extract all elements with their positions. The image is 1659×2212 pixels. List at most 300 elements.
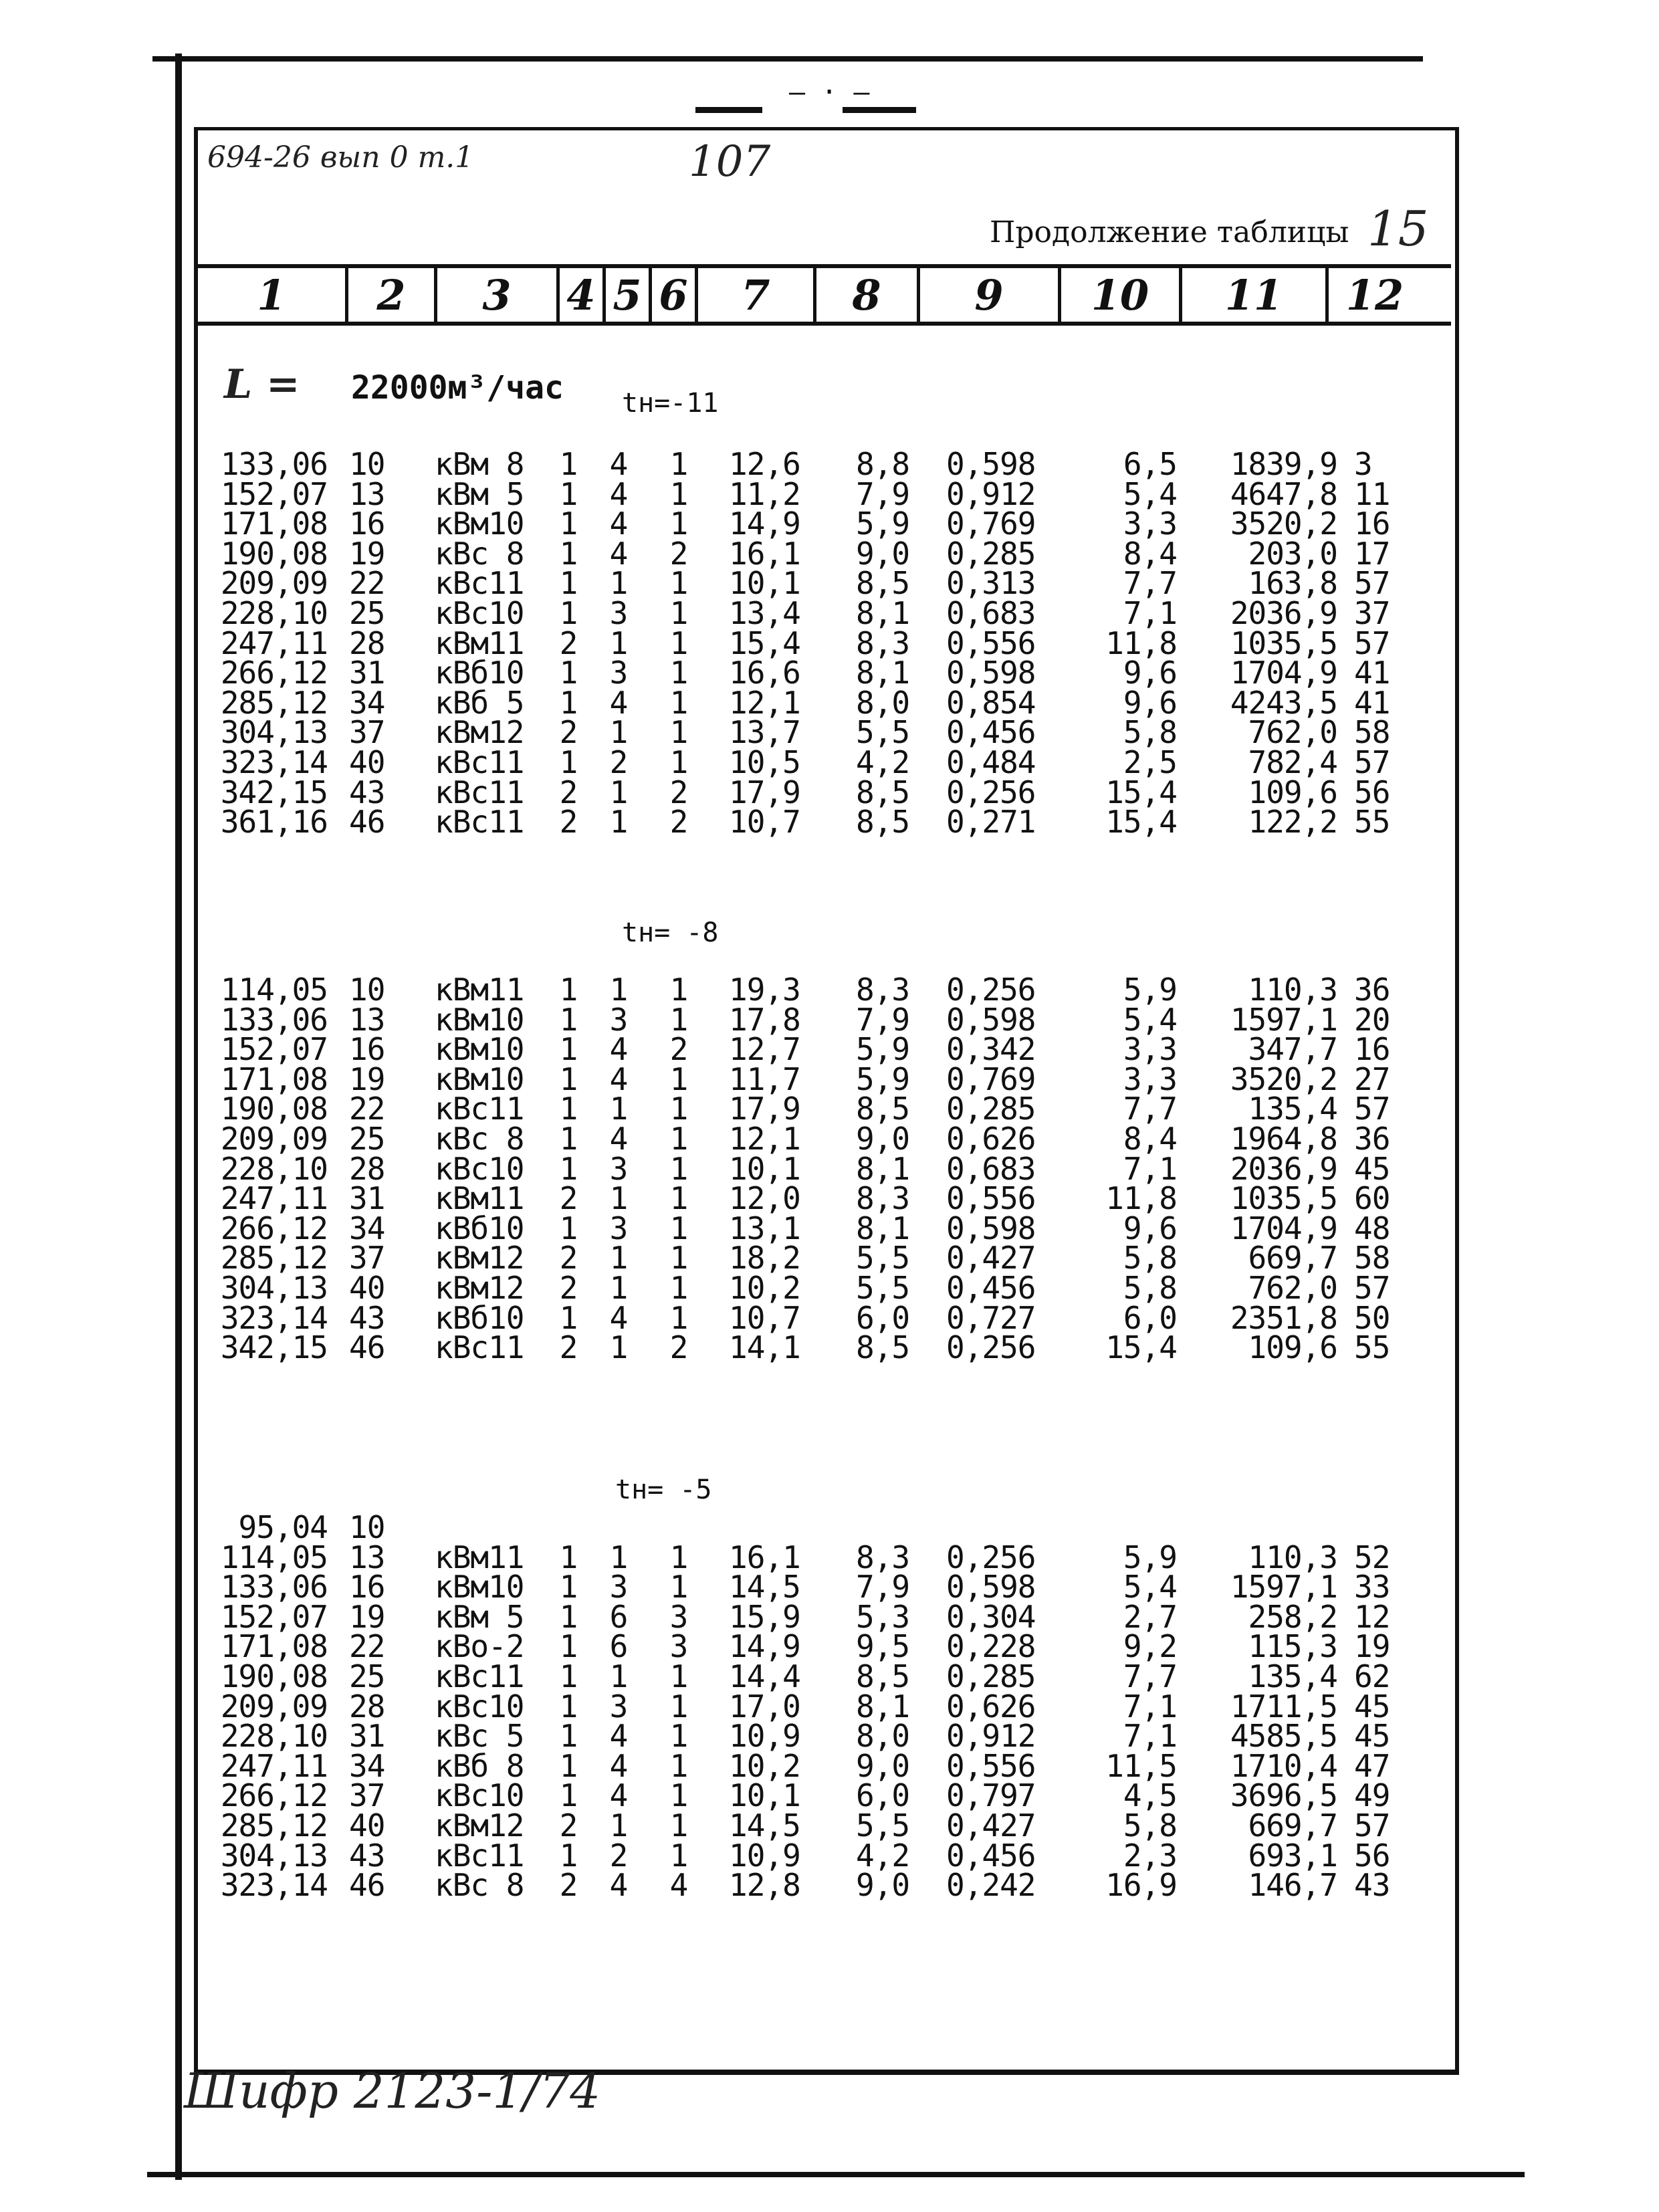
table-cell-col-12: 57 — [1354, 565, 1390, 602]
table-cell-col-1: 171,08 — [220, 1061, 328, 1097]
column-header-6: 6 — [652, 268, 698, 322]
table-cell-col-11: 3520,2 — [1230, 1061, 1337, 1097]
table-cell-col-11: 762,0 — [1248, 714, 1337, 751]
table-cell-col-4: 1 — [559, 475, 578, 512]
table-cell-col-12: 3 — [1354, 446, 1372, 482]
column-header-11: 11 — [1182, 268, 1329, 322]
table-cell-col-4: 2 — [559, 1180, 578, 1217]
table-row — [0, 1150, 1659, 1187]
table-cell-col-11: 203,0 — [1248, 535, 1337, 572]
table-cell-col-3: кВб 8 — [435, 1747, 524, 1784]
table-cell-col-6: 1 — [669, 595, 688, 631]
table-cell-col-12: 56 — [1354, 774, 1390, 810]
table-cell-col-5: 4 — [609, 1061, 628, 1097]
table-cell-col-6: 2 — [669, 774, 688, 810]
table-cell-col-3: кВс11 — [435, 1329, 524, 1366]
table-cell-col-11: 3520,2 — [1230, 506, 1337, 542]
table-cell-col-3: кВс 8 — [435, 535, 524, 572]
table-cell-col-3: кВс10 — [435, 595, 524, 631]
table-cell-col-5: 4 — [609, 1777, 628, 1814]
table-cell-col-5: 4 — [609, 506, 628, 542]
table-cell-col-10: 6,5 — [1123, 446, 1177, 482]
table-cell-col-11: 669,7 — [1248, 1240, 1337, 1277]
table-cell-col-12: 48 — [1354, 1210, 1390, 1246]
table-cell-col-4: 1 — [559, 1747, 578, 1784]
table-cell-col-7: 15,4 — [729, 625, 800, 661]
table-cell-col-11: 110,3 — [1248, 972, 1337, 1008]
table-cell-col-5: 4 — [609, 1299, 628, 1336]
table-row — [0, 684, 1659, 721]
table-cell-col-10: 15,4 — [1105, 804, 1177, 841]
table-cell-col-4: 1 — [559, 684, 578, 721]
table-cell-col-7: 17,9 — [729, 1091, 800, 1127]
table-cell-col-7: 13,4 — [729, 595, 800, 631]
table-cell-col-2: 31 — [349, 1180, 385, 1217]
table-cell-col-12: 37 — [1354, 595, 1390, 631]
table-row — [0, 1329, 1659, 1366]
table-cell-col-7: 10,9 — [729, 1837, 800, 1874]
table-cell-col-1: 228,10 — [220, 595, 328, 631]
table-cell-col-3: кВб10 — [435, 1299, 524, 1336]
table-cell-col-3: кВм11 — [435, 1180, 524, 1217]
table-cell-col-2: 28 — [349, 1150, 385, 1187]
table-cell-col-5: 1 — [609, 1807, 628, 1844]
table-cell-col-2: 19 — [349, 1598, 385, 1635]
table-cell-col-4: 1 — [559, 565, 578, 602]
table-cell-col-4: 1 — [559, 446, 578, 482]
table-cell-col-3: кВб10 — [435, 655, 524, 691]
table-cell-col-6: 3 — [669, 1598, 688, 1635]
table-cell-col-11: 693,1 — [1248, 1837, 1337, 1874]
flow-label: L = — [224, 361, 300, 408]
table-cell-col-3: кВс11 — [435, 1091, 524, 1127]
table-cell-col-4: 1 — [559, 1031, 578, 1068]
table-cell-col-10: 2,5 — [1123, 744, 1177, 780]
table-cell-col-10: 5,8 — [1123, 1807, 1177, 1844]
table-row — [0, 774, 1659, 810]
table-cell-col-11: 1035,5 — [1230, 625, 1337, 661]
table-cell-col-4: 2 — [559, 1867, 578, 1904]
table-cell-col-10: 8,4 — [1123, 1121, 1177, 1157]
table-cell-col-1: 266,12 — [220, 655, 328, 691]
table-cell-col-2: 22 — [349, 1091, 385, 1127]
table-cell-col-5: 1 — [609, 1329, 628, 1366]
table-cell-col-10: 15,4 — [1105, 774, 1177, 810]
table-cell-col-5: 2 — [609, 744, 628, 780]
table-cell-col-5: 1 — [609, 1091, 628, 1127]
table-cell-col-8: 8,3 — [856, 1539, 910, 1575]
table-cell-col-11: 109,6 — [1248, 774, 1337, 810]
table-cell-col-8: 8,0 — [856, 684, 910, 721]
table-cell-col-8: 6,0 — [856, 1777, 910, 1814]
table-cell-col-3: кВм12 — [435, 714, 524, 751]
table-cell-col-12: 57 — [1354, 1807, 1390, 1844]
table-cell-col-8: 9,5 — [856, 1628, 910, 1665]
table-cell-col-9: 0,313 — [946, 565, 1036, 602]
table-cell-col-10: 7,7 — [1123, 565, 1177, 602]
table-cell-col-2: 43 — [349, 1837, 385, 1874]
column-header-9: 9 — [920, 268, 1061, 322]
table-cell-col-12: 12 — [1354, 1598, 1390, 1635]
table-cell-col-1: 95,04 — [238, 1509, 328, 1545]
table-cell-col-12: 36 — [1354, 972, 1390, 1008]
table-cell-col-6: 1 — [669, 1270, 688, 1306]
table-cell-col-4: 1 — [559, 1121, 578, 1157]
table-row — [0, 1509, 1659, 1545]
table-cell-col-5: 1 — [609, 1180, 628, 1217]
table-cell-col-6: 2 — [669, 535, 688, 572]
table-cell-col-2: 10 — [349, 972, 385, 1008]
column-header-8: 8 — [816, 268, 920, 322]
table-cell-col-7: 17,0 — [729, 1688, 800, 1725]
table-cell-col-9: 0,242 — [946, 1867, 1036, 1904]
table-cell-col-8: 9,0 — [856, 1867, 910, 1904]
table-cell-col-1: 323,14 — [220, 1299, 328, 1336]
table-cell-col-7: 17,9 — [729, 774, 800, 810]
table-cell-col-1: 266,12 — [220, 1210, 328, 1246]
table-cell-col-2: 25 — [349, 1658, 385, 1694]
table-cell-col-6: 1 — [669, 1688, 688, 1725]
table-cell-col-1: 171,08 — [220, 1628, 328, 1665]
table-cell-col-9: 0,727 — [946, 1299, 1036, 1336]
table-cell-col-3: кВс10 — [435, 1150, 524, 1187]
table-cell-col-5: 3 — [609, 655, 628, 691]
table-cell-col-4: 1 — [559, 1150, 578, 1187]
table-cell-col-6: 1 — [669, 1658, 688, 1694]
table-cell-col-4: 2 — [559, 774, 578, 810]
table-row — [0, 1091, 1659, 1127]
table-row — [0, 972, 1659, 1008]
table-cell-col-5: 3 — [609, 1001, 628, 1038]
table-cell-col-10: 11,5 — [1105, 1747, 1177, 1784]
table-cell-col-12: 17 — [1354, 535, 1390, 572]
table-cell-col-10: 3,3 — [1123, 1031, 1177, 1068]
table-cell-col-7: 15,9 — [729, 1598, 800, 1635]
handwritten-header: 694-26 вып 0 т.1 — [207, 140, 474, 175]
table-cell-col-12: 55 — [1354, 804, 1390, 841]
table-cell-col-11: 1964,8 — [1230, 1121, 1337, 1157]
table-cell-col-3: кВс11 — [435, 744, 524, 780]
table-cell-col-11: 782,4 — [1248, 744, 1337, 780]
column-header-1: 1 — [198, 268, 348, 322]
table-cell-col-6: 1 — [669, 1210, 688, 1246]
table-cell-col-2: 13 — [349, 1539, 385, 1575]
table-row — [0, 1747, 1659, 1784]
table-cell-col-12: 58 — [1354, 1240, 1390, 1277]
table-cell-col-9: 0,598 — [946, 1210, 1036, 1246]
table-cell-col-2: 34 — [349, 684, 385, 721]
table-row — [0, 1001, 1659, 1038]
footer-code: Шифр 2123-1/74 — [184, 2063, 601, 2119]
table-cell-col-4: 1 — [559, 1837, 578, 1874]
table-cell-col-2: 22 — [349, 565, 385, 602]
table-cell-col-9: 0,556 — [946, 625, 1036, 661]
table-cell-col-8: 5,3 — [856, 1598, 910, 1635]
table-row — [0, 1539, 1659, 1575]
table-cell-col-6: 1 — [669, 1121, 688, 1157]
table-cell-col-7: 14,5 — [729, 1807, 800, 1844]
table-cell-col-1: 247,11 — [220, 1747, 328, 1784]
table-cell-col-12: 27 — [1354, 1061, 1390, 1097]
table-cell-col-5: 2 — [609, 1837, 628, 1874]
table-cell-col-2: 43 — [349, 1299, 385, 1336]
table-cell-col-4: 1 — [559, 1569, 578, 1606]
table-cell-col-10: 2,3 — [1123, 1837, 1177, 1874]
table-cell-col-5: 4 — [609, 1747, 628, 1784]
table-cell-col-1: 209,09 — [220, 1121, 328, 1157]
table-cell-col-6: 2 — [669, 804, 688, 841]
table-cell-col-10: 3,3 — [1123, 1061, 1177, 1097]
table-cell-col-7: 13,1 — [729, 1210, 800, 1246]
table-cell-col-8: 8,5 — [856, 774, 910, 810]
table-cell-col-8: 8,1 — [856, 1150, 910, 1187]
table-cell-col-9: 0,626 — [946, 1121, 1036, 1157]
table-row — [0, 1210, 1659, 1246]
table-cell-col-11: 135,4 — [1248, 1658, 1337, 1694]
table-cell-col-12: 19 — [1354, 1628, 1390, 1665]
top-rule — [152, 56, 1423, 62]
column-header-7: 7 — [698, 268, 816, 322]
table-cell-col-11: 258,2 — [1248, 1598, 1337, 1635]
table-cell-col-6: 3 — [669, 1628, 688, 1665]
table-cell-col-8: 8,5 — [856, 1658, 910, 1694]
table-cell-col-6: 1 — [669, 1569, 688, 1606]
table-cell-col-8: 5,9 — [856, 506, 910, 542]
table-cell-col-12: 62 — [1354, 1658, 1390, 1694]
table-cell-col-2: 46 — [349, 1867, 385, 1904]
table-cell-col-7: 10,7 — [729, 1299, 800, 1336]
table-cell-col-4: 1 — [559, 535, 578, 572]
section-label: tн= -5 — [615, 1474, 712, 1505]
section-label: tн=-11 — [622, 388, 719, 419]
table-cell-col-10: 7,7 — [1123, 1658, 1177, 1694]
table-cell-col-4: 1 — [559, 744, 578, 780]
table-cell-col-7: 11,7 — [729, 1061, 800, 1097]
table-cell-col-3: кВм11 — [435, 972, 524, 1008]
table-cell-col-10: 11,8 — [1105, 625, 1177, 661]
table-cell-col-12: 49 — [1354, 1777, 1390, 1814]
table-cell-col-2: 25 — [349, 1121, 385, 1157]
table-cell-col-4: 1 — [559, 1539, 578, 1575]
table-cell-col-4: 2 — [559, 714, 578, 751]
table-cell-col-8: 5,5 — [856, 1270, 910, 1306]
table-cell-col-3: кВм12 — [435, 1807, 524, 1844]
table-cell-col-11: 146,7 — [1248, 1867, 1337, 1904]
table-cell-col-10: 5,4 — [1123, 1001, 1177, 1038]
table-number: 15 — [1367, 201, 1429, 257]
table-cell-col-12: 50 — [1354, 1299, 1390, 1336]
table-cell-col-11: 135,4 — [1248, 1091, 1337, 1127]
table-cell-col-1: 133,06 — [220, 1569, 328, 1606]
table-cell-col-3: кВм 5 — [435, 1598, 524, 1635]
table-cell-col-12: 16 — [1354, 1031, 1390, 1068]
table-cell-col-1: 285,12 — [220, 684, 328, 721]
table-cell-col-10: 9,6 — [1123, 684, 1177, 721]
table-cell-col-9: 0,484 — [946, 744, 1036, 780]
table-cell-col-12: 52 — [1354, 1539, 1390, 1575]
table-cell-col-4: 1 — [559, 1299, 578, 1336]
column-header-3: 3 — [437, 268, 560, 322]
continuation-title: Продолжение таблицы — [990, 215, 1349, 249]
table-cell-col-1: 190,08 — [220, 1658, 328, 1694]
table-row — [0, 1061, 1659, 1097]
table-cell-col-10: 5,9 — [1123, 1539, 1177, 1575]
table-cell-col-2: 28 — [349, 625, 385, 661]
table-cell-col-7: 16,1 — [729, 535, 800, 572]
table-cell-col-5: 1 — [609, 804, 628, 841]
table-cell-col-10: 8,4 — [1123, 535, 1177, 572]
table-cell-col-4: 2 — [559, 804, 578, 841]
table-row — [0, 1598, 1659, 1635]
table-cell-col-7: 14,5 — [729, 1569, 800, 1606]
table-cell-col-10: 3,3 — [1123, 506, 1177, 542]
table-cell-col-9: 0,797 — [946, 1777, 1036, 1814]
table-cell-col-1: 190,08 — [220, 535, 328, 572]
table-cell-col-5: 3 — [609, 1210, 628, 1246]
table-cell-col-2: 10 — [349, 446, 385, 482]
table-cell-col-3: кВм10 — [435, 1001, 524, 1038]
table-cell-col-8: 8,1 — [856, 1210, 910, 1246]
table-row — [0, 1718, 1659, 1755]
table-cell-col-5: 4 — [609, 446, 628, 482]
table-cell-col-7: 10,2 — [729, 1747, 800, 1784]
table-cell-col-1: 285,12 — [220, 1240, 328, 1277]
table-row — [0, 1569, 1659, 1606]
table-cell-col-9: 0,626 — [946, 1688, 1036, 1725]
table-cell-col-12: 57 — [1354, 625, 1390, 661]
table-cell-col-3: кВм 5 — [435, 475, 524, 512]
table-cell-col-9: 0,456 — [946, 1837, 1036, 1874]
table-cell-col-8: 9,0 — [856, 1121, 910, 1157]
table-row — [0, 1837, 1659, 1874]
table-cell-col-9: 0,304 — [946, 1598, 1036, 1635]
table-cell-col-3: кВс11 — [435, 1837, 524, 1874]
table-cell-col-11: 109,6 — [1248, 1329, 1337, 1366]
table-cell-col-3: кВм11 — [435, 625, 524, 661]
table-cell-col-4: 1 — [559, 1091, 578, 1127]
table-cell-col-6: 1 — [669, 1001, 688, 1038]
table-cell-col-12: 47 — [1354, 1747, 1390, 1784]
table-cell-col-8: 4,2 — [856, 1837, 910, 1874]
table-row — [0, 744, 1659, 780]
table-cell-col-1: 304,13 — [220, 1270, 328, 1306]
table-cell-col-9: 0,683 — [946, 1150, 1036, 1187]
table-cell-col-5: 4 — [609, 1121, 628, 1157]
table-row — [0, 506, 1659, 542]
table-cell-col-6: 1 — [669, 1091, 688, 1127]
table-cell-col-2: 43 — [349, 774, 385, 810]
table-cell-col-2: 16 — [349, 506, 385, 542]
table-cell-col-3: кВс10 — [435, 1777, 524, 1814]
table-cell-col-8: 5,9 — [856, 1031, 910, 1068]
table-cell-col-5: 4 — [609, 535, 628, 572]
table-cell-col-11: 1710,4 — [1230, 1747, 1337, 1784]
table-cell-col-2: 34 — [349, 1747, 385, 1784]
table-cell-col-10: 9,6 — [1123, 655, 1177, 691]
table-cell-col-5: 1 — [609, 972, 628, 1008]
table-cell-col-3: кВс11 — [435, 1658, 524, 1694]
table-cell-col-1: 266,12 — [220, 1777, 328, 1814]
table-cell-col-5: 1 — [609, 1270, 628, 1306]
table-row — [0, 1688, 1659, 1725]
table-cell-col-10: 7,1 — [1123, 595, 1177, 631]
table-cell-col-11: 1704,9 — [1230, 1210, 1337, 1246]
table-cell-col-1: 133,06 — [220, 1001, 328, 1038]
table-cell-col-10: 5,4 — [1123, 1569, 1177, 1606]
table-cell-col-1: 209,09 — [220, 565, 328, 602]
column-header-10: 10 — [1061, 268, 1182, 322]
table-cell-col-8: 7,9 — [856, 475, 910, 512]
table-cell-col-4: 1 — [559, 1061, 578, 1097]
table-cell-col-9: 0,683 — [946, 595, 1036, 631]
table-cell-col-6: 2 — [669, 1329, 688, 1366]
table-cell-col-9: 0,456 — [946, 714, 1036, 751]
table-cell-col-4: 2 — [559, 1329, 578, 1366]
table-cell-col-7: 12,1 — [729, 1121, 800, 1157]
stamp-dash-right — [843, 107, 916, 113]
table-cell-col-12: 57 — [1354, 744, 1390, 780]
table-cell-col-1: 342,15 — [220, 774, 328, 810]
page-number: 107 — [689, 137, 771, 187]
table-cell-col-8: 5,5 — [856, 1807, 910, 1844]
table-cell-col-4: 2 — [559, 1807, 578, 1844]
table-cell-col-7: 14,4 — [729, 1658, 800, 1694]
column-header-4: 4 — [560, 268, 606, 322]
table-cell-col-10: 7,1 — [1123, 1688, 1177, 1725]
table-cell-col-2: 37 — [349, 1777, 385, 1814]
table-cell-col-10: 11,8 — [1105, 1180, 1177, 1217]
table-cell-col-8: 7,9 — [856, 1001, 910, 1038]
table-cell-col-1: 152,07 — [220, 475, 328, 512]
table-cell-col-6: 1 — [669, 655, 688, 691]
table-cell-col-10: 15,4 — [1105, 1329, 1177, 1366]
table-row — [0, 714, 1659, 751]
table-cell-col-2: 40 — [349, 1807, 385, 1844]
table-cell-col-5: 1 — [609, 625, 628, 661]
table-cell-col-5: 1 — [609, 1658, 628, 1694]
table-cell-col-7: 16,1 — [729, 1539, 800, 1575]
table-cell-col-1: 114,05 — [220, 972, 328, 1008]
table-cell-col-8: 6,0 — [856, 1299, 910, 1336]
table-cell-col-6: 1 — [669, 446, 688, 482]
table-cell-col-2: 16 — [349, 1031, 385, 1068]
table-cell-col-1: 152,07 — [220, 1031, 328, 1068]
table-cell-col-9: 0,271 — [946, 804, 1036, 841]
stamp-top: — · — — [789, 77, 870, 108]
table-cell-col-1: 114,05 — [220, 1539, 328, 1575]
table-cell-col-9: 0,769 — [946, 1061, 1036, 1097]
table-cell-col-4: 2 — [559, 625, 578, 661]
table-cell-col-10: 7,1 — [1123, 1718, 1177, 1755]
table-cell-col-11: 347,7 — [1248, 1031, 1337, 1068]
table-cell-col-2: 46 — [349, 804, 385, 841]
table-cell-col-7: 12,0 — [729, 1180, 800, 1217]
table-cell-col-9: 0,456 — [946, 1270, 1036, 1306]
table-cell-col-11: 1839,9 — [1230, 446, 1337, 482]
table-cell-col-7: 10,1 — [729, 1777, 800, 1814]
table-cell-col-6: 1 — [669, 1061, 688, 1097]
table-cell-col-7: 14,1 — [729, 1329, 800, 1366]
table-cell-col-1: 323,14 — [220, 744, 328, 780]
table-cell-col-11: 1597,1 — [1230, 1569, 1337, 1606]
table-cell-col-10: 5,9 — [1123, 972, 1177, 1008]
table-cell-col-8: 8,3 — [856, 625, 910, 661]
table-row — [0, 1628, 1659, 1665]
table-row — [0, 804, 1659, 841]
table-row — [0, 1658, 1659, 1694]
table-cell-col-1: 171,08 — [220, 506, 328, 542]
table-cell-col-11: 4243,5 — [1230, 684, 1337, 721]
